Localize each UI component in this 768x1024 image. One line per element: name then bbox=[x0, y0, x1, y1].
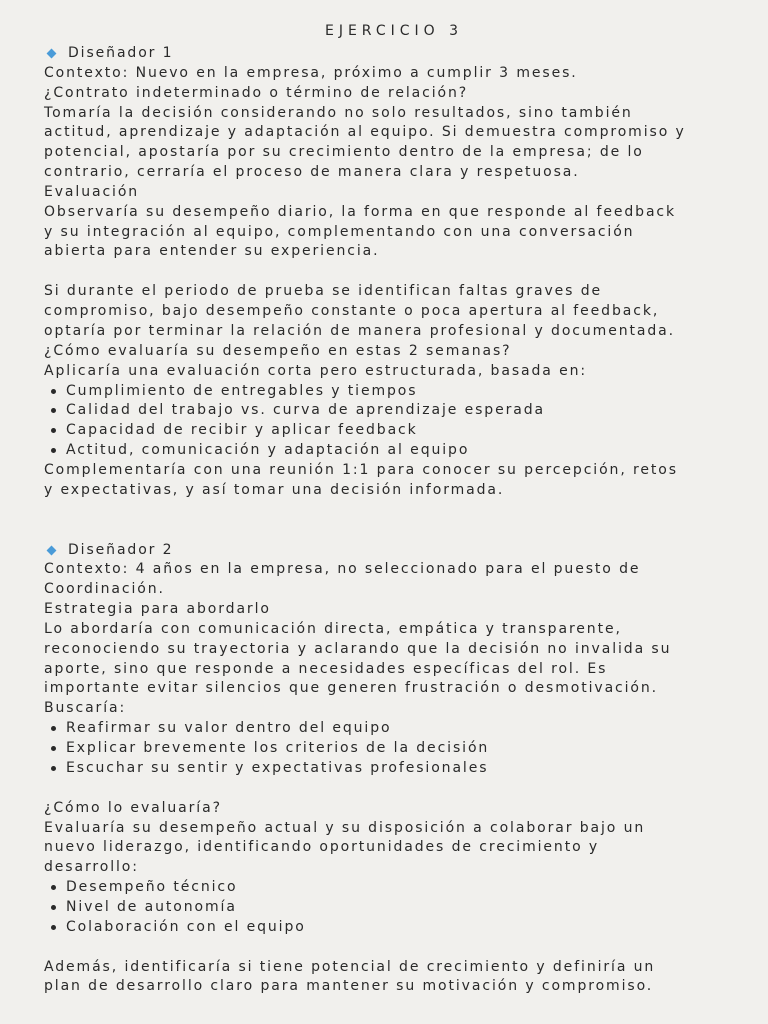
list-item bbox=[44, 382, 724, 402]
text-line: aporte, sino que responde a necesidades específicas del rol. Es bbox=[44, 660, 608, 677]
question-line: ¿Cómo evaluaría su desempeño en estas 2 semanas? bbox=[44, 342, 512, 359]
text-line: abierta para entender su experiencia. bbox=[44, 243, 380, 260]
bullet-dot-icon bbox=[51, 428, 56, 433]
section2-paragraphs-a bbox=[44, 560, 724, 719]
bullet-dot-icon bbox=[51, 766, 56, 771]
diamond-bullet-icon bbox=[47, 546, 57, 556]
list-item bbox=[44, 878, 724, 898]
section-heading-label: Diseñador 1 bbox=[68, 45, 174, 61]
text-line: Coordinación. bbox=[44, 581, 165, 598]
text-line: potencial, apostaría por su crecimiento dentro de la empresa; de lo bbox=[44, 144, 644, 161]
bullet-dot-icon bbox=[51, 925, 56, 930]
text-line: Evaluaría su desempeño actual y su disposición a colaborar bajo un bbox=[44, 819, 646, 836]
list-item bbox=[44, 401, 724, 421]
bullet-dot-icon bbox=[51, 726, 56, 731]
text-line: contrario, cerraría el proceso de manera clara y respetuosa. bbox=[44, 164, 580, 181]
list-item-text: Cumplimiento de entregables y tiempos bbox=[66, 382, 418, 399]
bullet-dot-icon bbox=[51, 389, 56, 394]
text-line: ¿Contrato indeterminado o término de relación? bbox=[44, 84, 469, 101]
text-line: compromiso, bajo desempeño constante o poca apertura al feedback, bbox=[44, 303, 660, 320]
text-line: y su integración al equipo, complementando con una conversación bbox=[44, 223, 635, 240]
list-item-text: Reafirmar su valor dentro del equipo bbox=[66, 720, 392, 737]
section1-bullet-list bbox=[44, 382, 724, 461]
text-line: importante evitar silencios que generen frustración o desmotivación. bbox=[44, 680, 659, 697]
text-line: Contexto: Nuevo en la empresa, próximo a cumplir 3 meses. bbox=[44, 64, 578, 81]
document-title: EJERCICIO 3 bbox=[324, 23, 464, 39]
text-line: nuevo liderazgo, identificando oportunidades de crecimiento y bbox=[44, 839, 600, 856]
text-line: Tomaría la decisión considerando no solo resultados, sino también bbox=[44, 104, 633, 121]
section-heading-disenador-2 bbox=[44, 541, 724, 561]
section2-bullet-list-b bbox=[44, 878, 724, 938]
text-line: y expectativas, y así tomar una decisión informada. bbox=[44, 481, 505, 498]
list-item-text: Explicar brevemente los criterios de la decisión bbox=[66, 740, 490, 756]
text-line: reconociendo su trayectoria y aclarando que la decisión no invalida su bbox=[44, 640, 672, 657]
subheading-estrategia: Estrategia para abordarlo bbox=[44, 601, 271, 618]
subheading-evaluacion: Evaluación bbox=[44, 183, 140, 200]
bullet-dot-icon bbox=[51, 885, 56, 890]
bullet-dot-icon bbox=[51, 408, 56, 413]
section1-paragraphs-b bbox=[44, 282, 724, 381]
bullet-dot-icon bbox=[51, 448, 56, 453]
text-line: Buscaría: bbox=[44, 700, 127, 717]
list-item-text: Desempeño técnico bbox=[66, 879, 238, 896]
section2-paragraphs-c bbox=[44, 958, 724, 998]
section1-paragraphs-c bbox=[44, 461, 724, 501]
list-item bbox=[44, 719, 724, 739]
text-line: actitud, aprendizaje y adaptación al equipo. Si demuestra compromiso y bbox=[44, 124, 686, 141]
text-line: Observaría su desempeño diario, la forma en que responde al feedback bbox=[44, 203, 677, 220]
text-line: Contexto: 4 años en la empresa, no seleccionado para el puesto de bbox=[44, 561, 641, 578]
list-item-text: Nivel de autonomía bbox=[66, 898, 237, 915]
section2-paragraphs-b bbox=[44, 799, 724, 878]
section-heading-disenador-1 bbox=[44, 44, 724, 64]
list-item bbox=[44, 759, 724, 779]
list-item bbox=[44, 898, 724, 918]
bullet-dot-icon bbox=[51, 746, 56, 751]
text-line: desarrollo: bbox=[44, 859, 139, 876]
text-line: plan de desarrollo claro para mantener su motivación y compromiso. bbox=[44, 978, 654, 995]
text-line: Además, identificaría si tiene potencial de crecimiento y definiría un bbox=[44, 958, 656, 975]
list-item bbox=[44, 441, 724, 461]
list-item-text: Capacidad de recibir y aplicar feedback bbox=[66, 422, 418, 439]
text-line: optaría por terminar la relación de manera profesional y documentada. bbox=[44, 322, 675, 339]
text-line: Lo abordaría con comunicación directa, empática y transparente, bbox=[44, 620, 622, 637]
list-item-text: Colaboración con el equipo bbox=[66, 918, 306, 935]
diamond-bullet-icon bbox=[47, 49, 57, 59]
section2-bullet-list-a bbox=[44, 719, 724, 779]
text-line: Complementaría con una reunión 1:1 para conocer su percepción, retos bbox=[44, 461, 678, 478]
list-item bbox=[44, 918, 724, 938]
text-line: Aplicaría una evaluación corta pero estructurada, basada en: bbox=[44, 362, 588, 379]
list-item bbox=[44, 421, 724, 441]
list-item-text: Calidad del trabajo vs. curva de aprendizaje esperada bbox=[66, 402, 546, 419]
list-item-text: Actitud, comunicación y adaptación al equipo bbox=[66, 442, 470, 459]
section-heading-label: Diseñador 2 bbox=[68, 541, 174, 558]
question-line: ¿Cómo lo evaluaría? bbox=[44, 799, 222, 816]
section1-paragraphs-a bbox=[44, 64, 724, 262]
list-item bbox=[44, 739, 724, 759]
text-line: Si durante el periodo de prueba se identifican faltas graves de bbox=[44, 283, 602, 300]
bullet-dot-icon bbox=[51, 905, 56, 910]
list-item-text: Escuchar su sentir y expectativas profesionales bbox=[66, 759, 489, 776]
